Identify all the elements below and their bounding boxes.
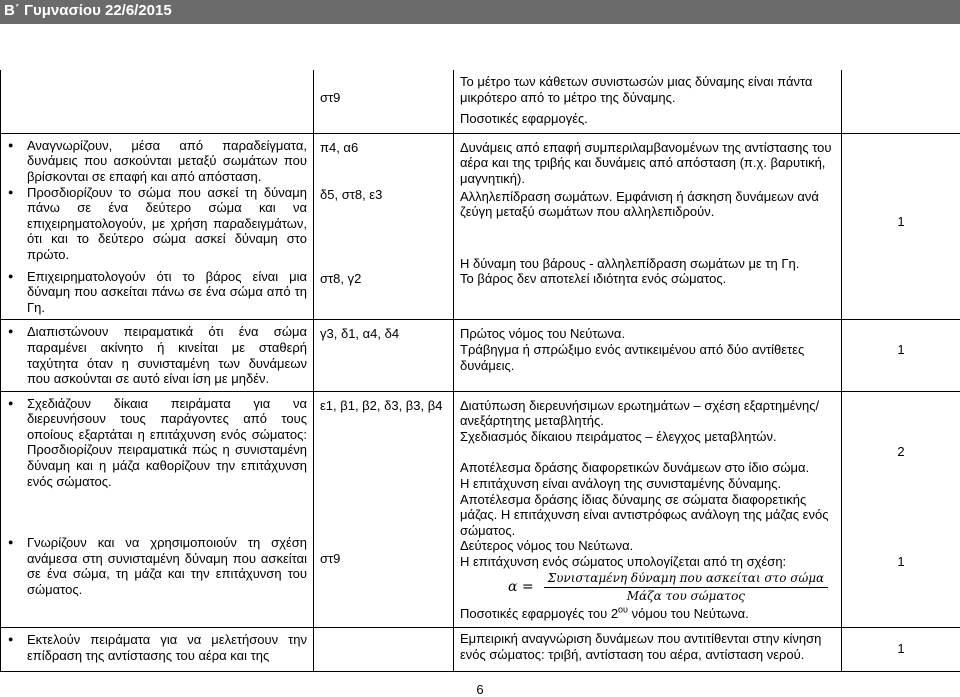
content-text xyxy=(460,606,835,622)
objective-bullet: ● Διαπιστώνουν πειραματικά ότι ένα σώμα παραμένει ακίνητο ή κινείται με σταθερή ταχύτητα όταν η συνισταμένη των δυνάμεων που ασκούνται σε αυτό είναι ίση με μηδέν. xyxy=(27,324,307,386)
content-text: Αποτέλεσμα δράσης ίδιας δύναμης σε σώματα διαφορετικής μάζας. Η επιτάχυνση είναι αντιστρόφως ανάλογη της μάζας ενός σώματος. xyxy=(460,491,829,538)
objective-bullet: ● Σχεδιάζουν δίκαια πειράματα για να διερευνήσουν τους παράγοντες από τους οποίους εξαρτάται η επιτάχυνση ενός σώματος: Προσδιορίζουν πειραματικά πώς η συνισταμένη δύναμη και η μάζα καθορίζουν την επιτάχυνση ενός σώματος. xyxy=(27,396,307,490)
hours-cell xyxy=(842,320,960,391)
hours-value: 1 xyxy=(897,213,905,229)
curriculum-table xyxy=(0,70,960,672)
content-text: Διατύπωση διερευνήσιμων ερωτημάτων – σχέση εξαρτημένης/ανεξάρτητης μεταβλητής. xyxy=(460,397,820,429)
acceleration-formula xyxy=(460,570,835,606)
code-label: στ9 xyxy=(320,90,341,105)
code-label: γ3, δ1, α4, δ4 xyxy=(320,326,400,342)
ordinal-suffix: ου xyxy=(618,604,628,615)
content-cell xyxy=(454,628,842,672)
table-row xyxy=(1,70,960,133)
objective-bullet: ● Προσδιορίζουν το σώμα που ασκεί τη δύναμη πάνω σε ένα δεύτερο σώμα και να επιχειρηματολογούν, με χρήση παραδειγμάτων, ότι και το δεύτερο σώμα ασκεί δύναμη στο πρώτο. xyxy=(27,185,307,263)
formula-fraction xyxy=(544,571,829,604)
table-row xyxy=(1,133,960,320)
content-text-part: νόμου του Νεύτωνα. xyxy=(627,605,749,621)
code-label: στ9 xyxy=(320,551,341,567)
content-text: Η δύναμη του βάρους - αλληλεπίδραση σωμάτων με τη Γη. xyxy=(460,255,800,271)
content-text: Εμπειρική αναγνώριση δυνάμεων που αντιτίθενται στην κίνηση ενός σώματος: τριβή, αντίσταση του αέρα, αντίσταση νερού. xyxy=(460,631,822,662)
page-number: 6 xyxy=(476,682,484,697)
content-cell xyxy=(454,70,842,133)
content-text: Αποτέλεσμα δράσης διαφορετικών δυνάμεων στο ίδιο σώμα. xyxy=(460,460,810,476)
content-text: Το βάρος δεν αποτελεί ιδιότητα ενός σώματος. xyxy=(460,271,727,287)
content-cell xyxy=(454,320,842,391)
objectives-cell xyxy=(1,70,314,133)
codes-cell xyxy=(314,133,454,320)
content-text: Το μέτρο των κάθετων συνιστωσών μιας δύναμης είναι πάντα μικρότερο από το μέτρο της δύναμης. xyxy=(460,74,813,105)
codes-cell xyxy=(314,391,454,628)
content-text: Ποσοτικές εφαρμογές. xyxy=(460,111,588,127)
code-label: ε1, β1, β2, δ3, β3, β4 xyxy=(320,397,443,413)
objective-bullet: ● Αναγνωρίζουν, μέσα από παραδείγματα, δυνάμεις που ασκούνται μεταξύ σωμάτων που βρίσκονται σε επαφή και από απόσταση. xyxy=(27,138,307,185)
hours-value: 1 xyxy=(897,641,905,657)
content-text: Δυνάμεις από επαφή συμπεριλαμβανομένων της αντίστασης του αέρα και της τριβής και δυνάμεις από απόσταση (π.χ. βαρυτική, μαγνητική). xyxy=(460,139,832,186)
formula-numerator: Συνισταμένη δύναμη που ασκείται στο σώμα xyxy=(544,571,829,588)
objectives-cell xyxy=(1,391,314,628)
hours-cell xyxy=(842,628,960,672)
objective-bullet: ● Εκτελούν πειράματα για να μελετήσουν την επίδραση της αντίστασης του αέρα και της xyxy=(27,632,307,663)
code-label: δ5, στ8, ε3 xyxy=(320,187,383,203)
objective-bullet: ● Επιχειρηματολογούν ότι το βάρος είναι μια δύναμη που ασκείται πάνω σε ένα σώμα από τη Γη. xyxy=(27,269,307,316)
objectives-cell xyxy=(1,320,314,391)
hours-cell xyxy=(842,133,960,320)
objectives-cell xyxy=(1,133,314,320)
formula-denominator: Μάζα του σώματος xyxy=(626,589,746,604)
hours-cell xyxy=(842,391,960,628)
content-cell xyxy=(454,133,842,320)
objective-bullet: ● Γνωρίζουν και να χρησιμοποιούν τη σχέση ανάμεσα στη συνισταμένη δύναμη που ασκείται σε ένα σώμα, τη μάζα και την επιτάχυνση του σώματος. xyxy=(27,535,307,597)
formula-lhs: α = xyxy=(508,578,534,595)
content-text: Σχεδιασμός δίκαιου πειράματος – έλεγχος μεταβλητών. xyxy=(460,428,777,444)
content-text: Αλληλεπίδραση σωμάτων. Εμφάνιση ή άσκηση δυνάμεων ανά ζεύγη μεταξύ σωμάτων που αλληλεπιδρούν. xyxy=(460,188,819,220)
table-row xyxy=(1,320,960,391)
hours-value: 2 xyxy=(897,443,905,459)
code-label: π4, α6 xyxy=(320,139,359,155)
content-text: Πρώτος νόμος του Νεύτωνα. xyxy=(460,326,626,342)
hours-value: 1 xyxy=(897,554,905,570)
objectives-cell xyxy=(1,628,314,672)
codes-cell xyxy=(314,320,454,391)
content-cell xyxy=(454,391,842,628)
content-text: Δεύτερος νόμος του Νεύτωνα. xyxy=(460,538,634,554)
code-label: στ8, γ2 xyxy=(320,270,362,286)
content-text: Η επιτάχυνση είναι ανάλογη της συνισταμένης δύναμης. xyxy=(460,476,782,492)
page-header-bar xyxy=(0,0,960,24)
codes-cell xyxy=(314,70,454,133)
content-text-part: Ποσοτικές εφαρμογές του 2 xyxy=(460,605,619,621)
hours-cell xyxy=(842,70,960,133)
table-row xyxy=(1,391,960,628)
page-header-title: Β΄ Γυμνασίου 22/6/2015 xyxy=(4,2,172,19)
codes-cell xyxy=(314,628,454,672)
hours-value: 1 xyxy=(897,342,905,358)
content-text: Η επιτάχυνση ενός σώματος υπολογίζεται από τη σχέση: xyxy=(460,554,787,570)
content-text: Τράβηγμα ή σπρώξιμο ενός αντικειμένου από δύο αντίθετες δυνάμεις. xyxy=(460,341,805,373)
table-row xyxy=(1,628,960,672)
